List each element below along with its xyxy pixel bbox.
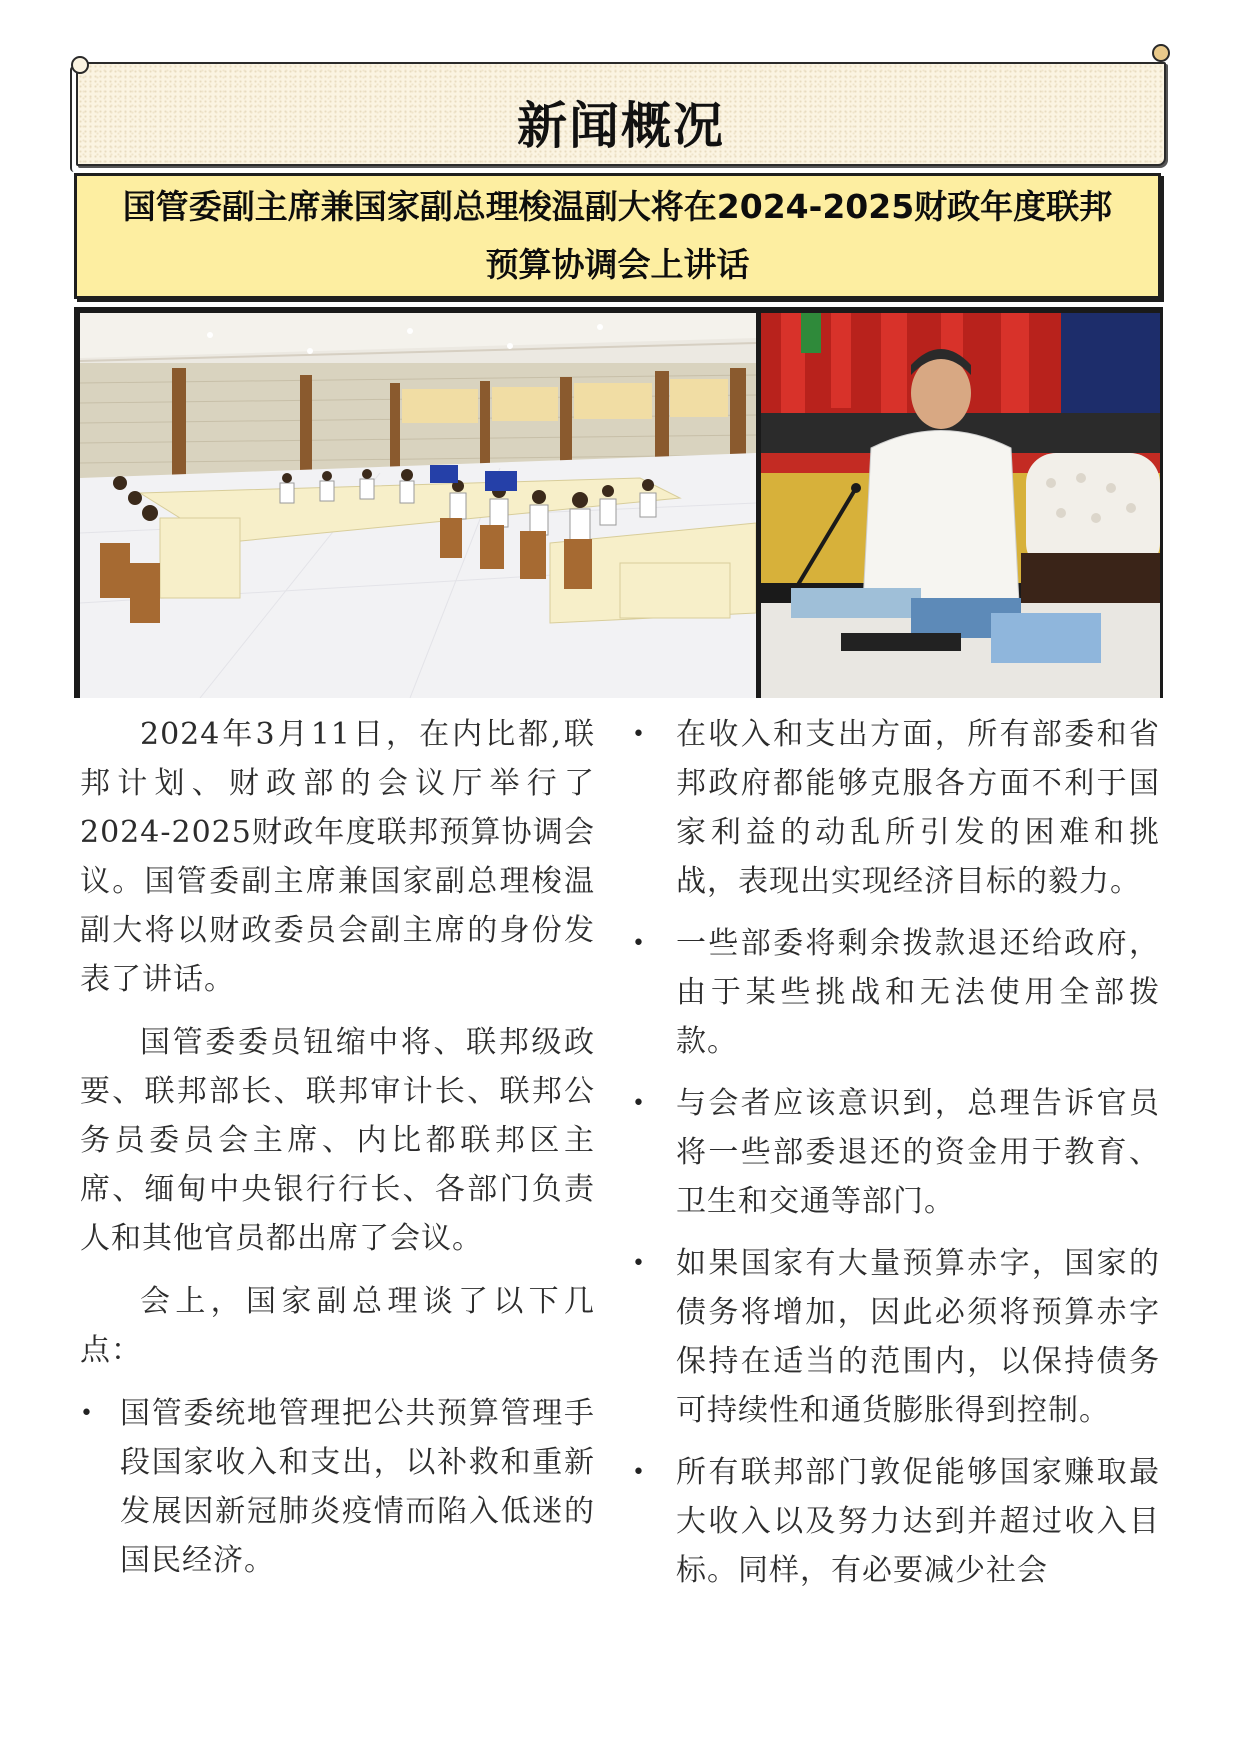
list-item (632, 919, 1160, 1066)
photo-frame (74, 307, 1163, 698)
article-left-column (80, 710, 595, 1598)
scroll-curl-top-right (1152, 44, 1170, 62)
list-item (632, 710, 1160, 906)
banner-title: 新闻概况 (517, 97, 725, 155)
scroll-curl-top-left (71, 56, 89, 74)
headline-line-1: 国管委副主席兼国家副总理梭温副大将在2024-2025财政年度联邦 (122, 187, 1113, 226)
bullet-icon: • (632, 931, 646, 956)
bullet-icon: • (632, 1091, 646, 1116)
list-item-text: 一些部委将剩余拨款退还给政府，由于某些挑战和无法使用全部拨款。 (676, 926, 1160, 1059)
bullet-icon: • (632, 722, 646, 747)
news-banner (76, 62, 1166, 166)
article-paragraph-3: 会上，国家副总理谈了以下几点： (80, 1284, 595, 1368)
headline-line-2: 预算协调会上讲话 (485, 245, 750, 284)
list-item-text: 国管委统地管理把公共预算管理手段国家收入和支出，以补救和重新发展因新冠肺炎疫情而陷入低迷的国民经济。 (120, 1396, 595, 1578)
article-right-column (632, 710, 1160, 1608)
list-item (632, 1239, 1160, 1435)
list-item-text: 如果国家有大量预算赤字，国家的债务将增加，因此必须将预算赤字保持在适当的范围内，以保持债务可持续性和通货膨胀得到控制。 (676, 1246, 1160, 1428)
meeting-hall-photo (80, 313, 756, 698)
list-item-text: 在收入和支出方面，所有部委和省邦政府都能够克服各方面不利于国家利益的动乱所引发的困难和挑战，表现出实现经济目标的毅力。 (676, 717, 1160, 899)
article-paragraph-2: 国管委委员钮缩中将、联邦级政要、联邦部长、联邦审计长、联邦公务员委员会主席、内比都联邦区主席、缅甸中央银行行长、各部门负责人和其他官员都出席了会议。 (80, 1025, 595, 1256)
list-item (632, 1079, 1160, 1226)
bullet-icon: • (632, 1251, 646, 1276)
article-paragraph-1: 2024年3月11日，在内比都,联邦计划、财政部的会议厅举行了2024-2025财政年度联邦预算协调会议。国管委副主席兼国家副总理梭温副大将以财政委员会副主席的身份发表了讲话。 (80, 717, 595, 997)
bullet-list-right (632, 710, 1160, 1595)
bullet-icon: • (80, 1401, 94, 1426)
list-item-text: 与会者应该意识到，总理告诉官员将一些部委退还的资金用于教育、卫生和交通等部门。 (676, 1086, 1160, 1219)
list-item (80, 1389, 595, 1585)
headline-box (74, 173, 1161, 299)
list-item (632, 1448, 1160, 1595)
bullet-list-left (80, 1389, 595, 1585)
list-item-text: 所有联邦部门敦促能够国家赚取最大收入以及努力达到并超过收入目标。同样，有必要减少社会 (676, 1455, 1160, 1588)
headline-text (111, 178, 1124, 294)
speaker-at-podium-photo (761, 313, 1160, 698)
bullet-icon: • (632, 1460, 646, 1485)
